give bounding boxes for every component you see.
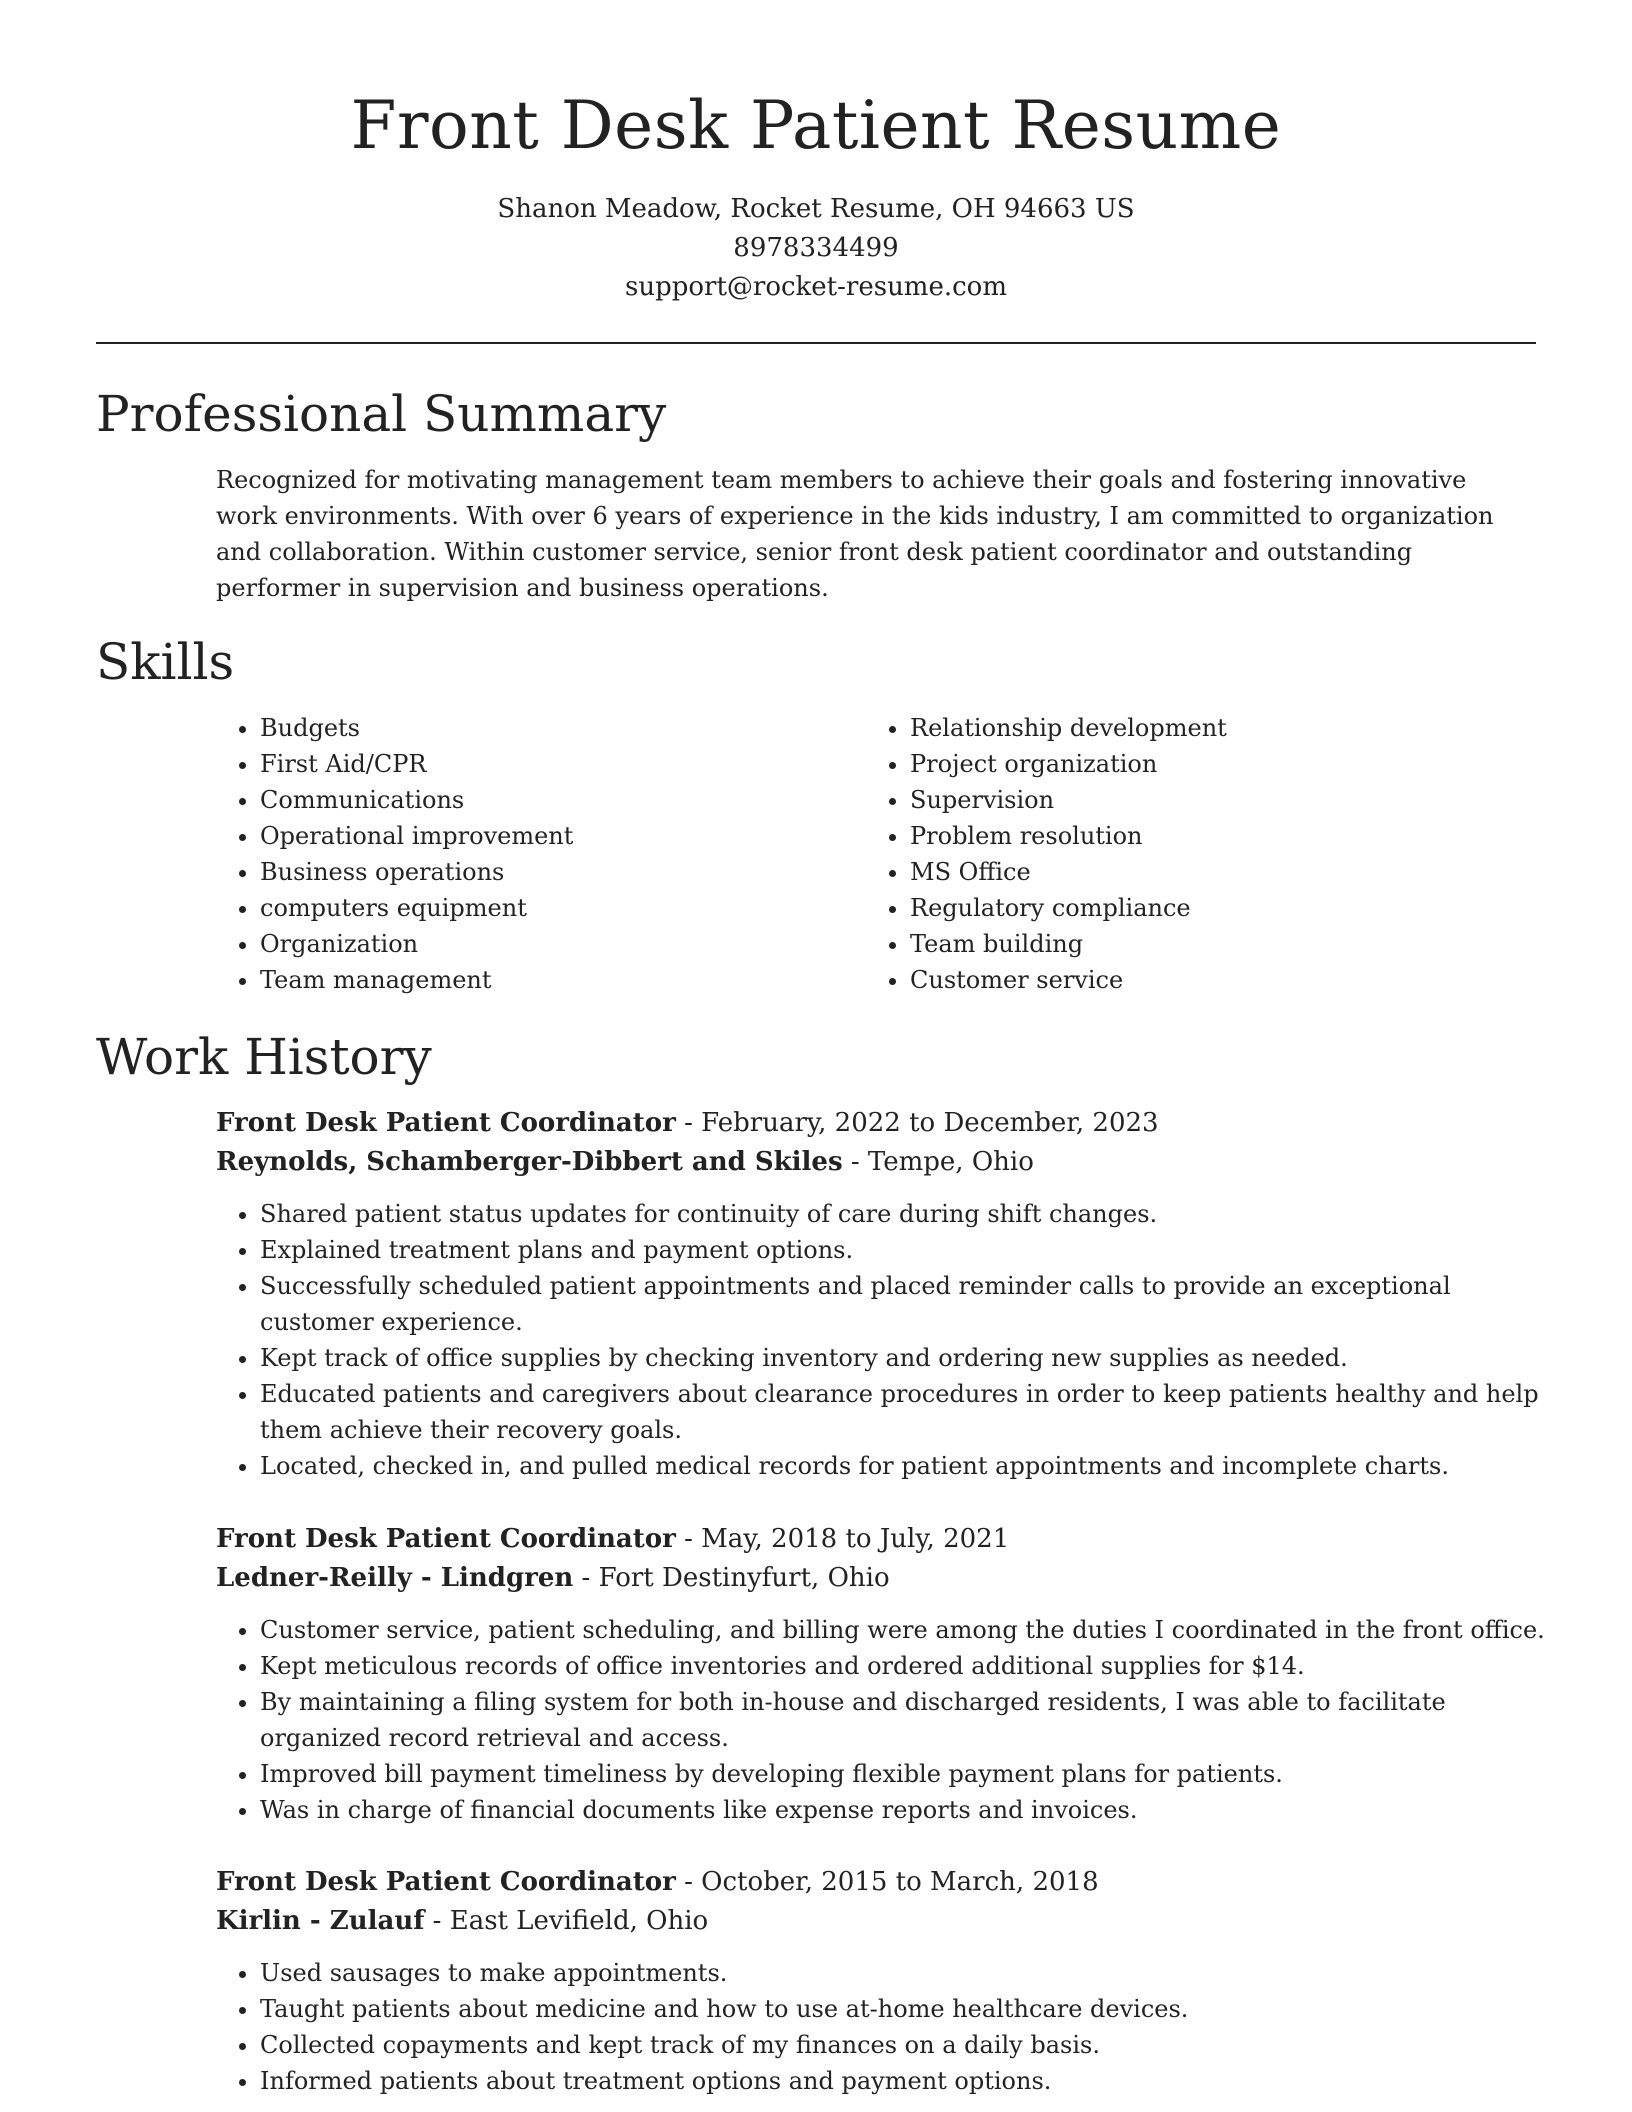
summary-text: Recognized for motivating management team members to achieve their goals and fostering innovative work environments. With over 6 years of experience in the kids industry, I am committed to organization and collaboration. Within customer service, senior front desk patient coordinator and outstanding performer in supervision and business operations. — [216, 466, 1494, 602]
contact-address: Shanon Meadow, Rocket Resume, OH 94663 US — [497, 194, 1135, 224]
job-entry — [216, 1520, 1546, 1828]
skills-column-left — [216, 710, 836, 998]
summary-heading: Professional Summary — [96, 385, 667, 443]
job-company-line — [216, 1143, 1546, 1182]
skills-list-right — [866, 710, 1516, 998]
job-company-line — [216, 1559, 1546, 1598]
job-bullet: • Shared patient status updates for continuity of care during shift changes. — [260, 1196, 1546, 1232]
job-bullet: • Used sausages to make appointments. — [260, 1955, 1546, 1991]
job-company-line — [216, 1902, 1546, 1941]
resume-header — [0, 0, 1632, 307]
job-bullet: • Successfully scheduled patient appointments and placed reminder calls to provide an exceptional customer experience. — [260, 1268, 1546, 1340]
contact-block — [0, 190, 1632, 307]
header-divider — [96, 342, 1536, 344]
skill-item: • Problem resolution — [910, 818, 1516, 854]
job-bullet: • Customer service, patient scheduling, and billing were among the duties I coordinated in the front office. — [260, 1612, 1546, 1648]
skill-item: • Organization — [260, 926, 836, 962]
job-location: - Fort Destinyfurt, Ohio — [573, 1563, 890, 1593]
job-bullet: • Informed patients about treatment options and payment options. — [260, 2063, 1546, 2099]
job-title-line — [216, 1104, 1546, 1143]
job-dates: - February, 2022 to December, 2023 — [675, 1108, 1159, 1138]
job-company: Ledner-Reilly - Lindgren — [216, 1563, 574, 1593]
job-bullet: • Collected copayments and kept track of my finances on a daily basis. — [260, 2027, 1546, 2063]
skills-heading: Skills — [96, 633, 235, 691]
skills-column-right — [866, 710, 1516, 998]
skill-item: • Regulatory compliance — [910, 890, 1516, 926]
job-company: Reynolds, Schamberger-Dibbert and Skiles — [216, 1147, 843, 1177]
skill-item: • Team building — [910, 926, 1516, 962]
job-dates: - May, 2018 to July, 2021 — [675, 1524, 1010, 1554]
skill-item: • Operational improvement — [260, 818, 836, 854]
skill-item: • Relationship development — [910, 710, 1516, 746]
job-title-line — [216, 1863, 1546, 1902]
job-dates: - October, 2015 to March, 2018 — [675, 1867, 1099, 1897]
skills-list-left — [216, 710, 836, 998]
skill-item: • First Aid/CPR — [260, 746, 836, 782]
job-location: - Tempe, Ohio — [842, 1147, 1034, 1177]
job-bullet: • By maintaining a filing system for both in-house and discharged residents, I was able to facilitate organized record retrieval and access. — [260, 1684, 1546, 1756]
job-bullet: • Educated patients and caregivers about clearance procedures in order to keep patients healthy and help them achieve their recovery goals. — [260, 1376, 1546, 1448]
job-bullet: • Explained treatment plans and payment options. — [260, 1232, 1546, 1268]
skill-item: • Communications — [260, 782, 836, 818]
contact-email[interactable]: support@rocket-resume.com — [624, 272, 1007, 302]
job-location: - East Levifield, Ohio — [424, 1906, 709, 1936]
resume-title: Front Desk Patient Resume — [350, 87, 1282, 164]
job-title: Front Desk Patient Coordinator — [216, 1524, 676, 1554]
job-title: Front Desk Patient Coordinator — [216, 1108, 676, 1138]
job-entry — [216, 1104, 1546, 1484]
skill-item: • Team management — [260, 962, 836, 998]
contact-phone: 8978334499 — [733, 233, 899, 263]
job-bullet: • Kept track of office supplies by checking inventory and ordering new supplies as needed. — [260, 1340, 1546, 1376]
skill-item: • Customer service — [910, 962, 1516, 998]
job-title: Front Desk Patient Coordinator — [216, 1867, 676, 1897]
skill-item: • Project organization — [910, 746, 1516, 782]
job-company: Kirlin - Zulauf — [216, 1906, 425, 1936]
job-bullets — [216, 1612, 1546, 1828]
job-entry — [216, 1863, 1546, 2099]
job-title-line — [216, 1520, 1546, 1559]
skill-item: • Business operations — [260, 854, 836, 890]
job-bullets — [216, 1955, 1546, 2099]
job-bullet: • Improved bill payment timeliness by developing flexible payment plans for patients. — [260, 1756, 1546, 1792]
job-bullet: • Taught patients about medicine and how to use at-home healthcare devices. — [260, 1991, 1546, 2027]
skill-item: • Supervision — [910, 782, 1516, 818]
job-bullets — [216, 1196, 1546, 1484]
work-history-heading: Work History — [96, 1028, 432, 1086]
job-bullet: • Was in charge of financial documents like expense reports and invoices. — [260, 1792, 1546, 1828]
skill-item: • computers equipment — [260, 890, 836, 926]
skill-item: • MS Office — [910, 854, 1516, 890]
skill-item: • Budgets — [260, 710, 836, 746]
job-bullet: • Kept meticulous records of office inventories and ordered additional supplies for $14. — [260, 1648, 1546, 1684]
job-bullet: • Located, checked in, and pulled medical records for patient appointments and incomplete charts. — [260, 1448, 1546, 1484]
